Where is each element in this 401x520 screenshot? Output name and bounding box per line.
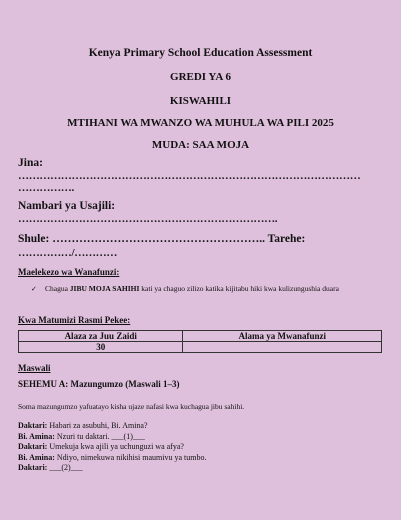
max-score-header: Alaza za Juu Zaidi (19, 331, 183, 342)
instruction-item (31, 284, 361, 294)
dialogue-line: Bi. Amina: Nzuri tu daktari. ___(1)___ (18, 431, 145, 441)
nambari-field[interactable]: ………………………………………………………………. (18, 213, 278, 225)
dialogue-line: Daktari: ___(2)___ (18, 463, 83, 472)
max-score-value: 30 (19, 342, 183, 353)
duration-title: MUDA: SAA MOJA (151, 139, 250, 151)
grade-title: GREDI YA 6 (170, 71, 231, 83)
instruction-text: Chagua JIBU MOJA SAHIHI kati ya chaguo zilizo katika kijitabu hiki kwa kulizungushia duara (45, 284, 339, 293)
section-a-instruction: Soma mazungumzo yafuatayo kisha ujaze nafasi kwa kuchagua jibu sahihi. (18, 402, 245, 411)
section-a-title: SEHEMU A: Mazungumzo (Maswali 1–3) (18, 379, 180, 389)
dialogue-line: Daktari: Habari za asubuhi, Bi. Amina? (18, 421, 148, 430)
jina-field-continued[interactable]: ……………. (18, 182, 74, 194)
check-icon: ✓ (31, 285, 37, 293)
exam-title: MTIHANI WA MWANZO WA MUHULA WA PILI 2025 (67, 117, 334, 129)
dialogue (18, 421, 206, 474)
student-score-value (183, 342, 382, 353)
dialogue-line: Daktari: Umekuja kwa ajili ya uchunguzi wa afya? (18, 442, 184, 451)
official-use-table (18, 330, 382, 353)
subject-title: KISWAHILI (169, 95, 232, 107)
dialogue-line: Bi. Amina: Ndiyo, nimekuwa nikihisi maumivu ya tumbo. (18, 452, 207, 462)
jina-label: Jina: (18, 157, 43, 169)
questions-heading: Maswali (18, 363, 51, 373)
student-score-header: Alama ya Mwanafunzi (183, 331, 382, 342)
tarehe-field[interactable]: ……………/………… (18, 247, 118, 259)
jina-field[interactable]: …………………………………………………………………………………… (18, 170, 361, 182)
official-use-heading: Kwa Matumizi Rasmi Pekee: (18, 315, 131, 325)
shule-tarehe-line[interactable]: Shule: ……………………………………………….. Tarehe: (18, 233, 306, 245)
organization-title: Kenya Primary School Education Assessment (88, 47, 313, 59)
nambari-label: Nambari ya Usajili: (18, 200, 116, 212)
instructions-heading: Maelekezo wa Wanafunzi: (18, 267, 120, 277)
